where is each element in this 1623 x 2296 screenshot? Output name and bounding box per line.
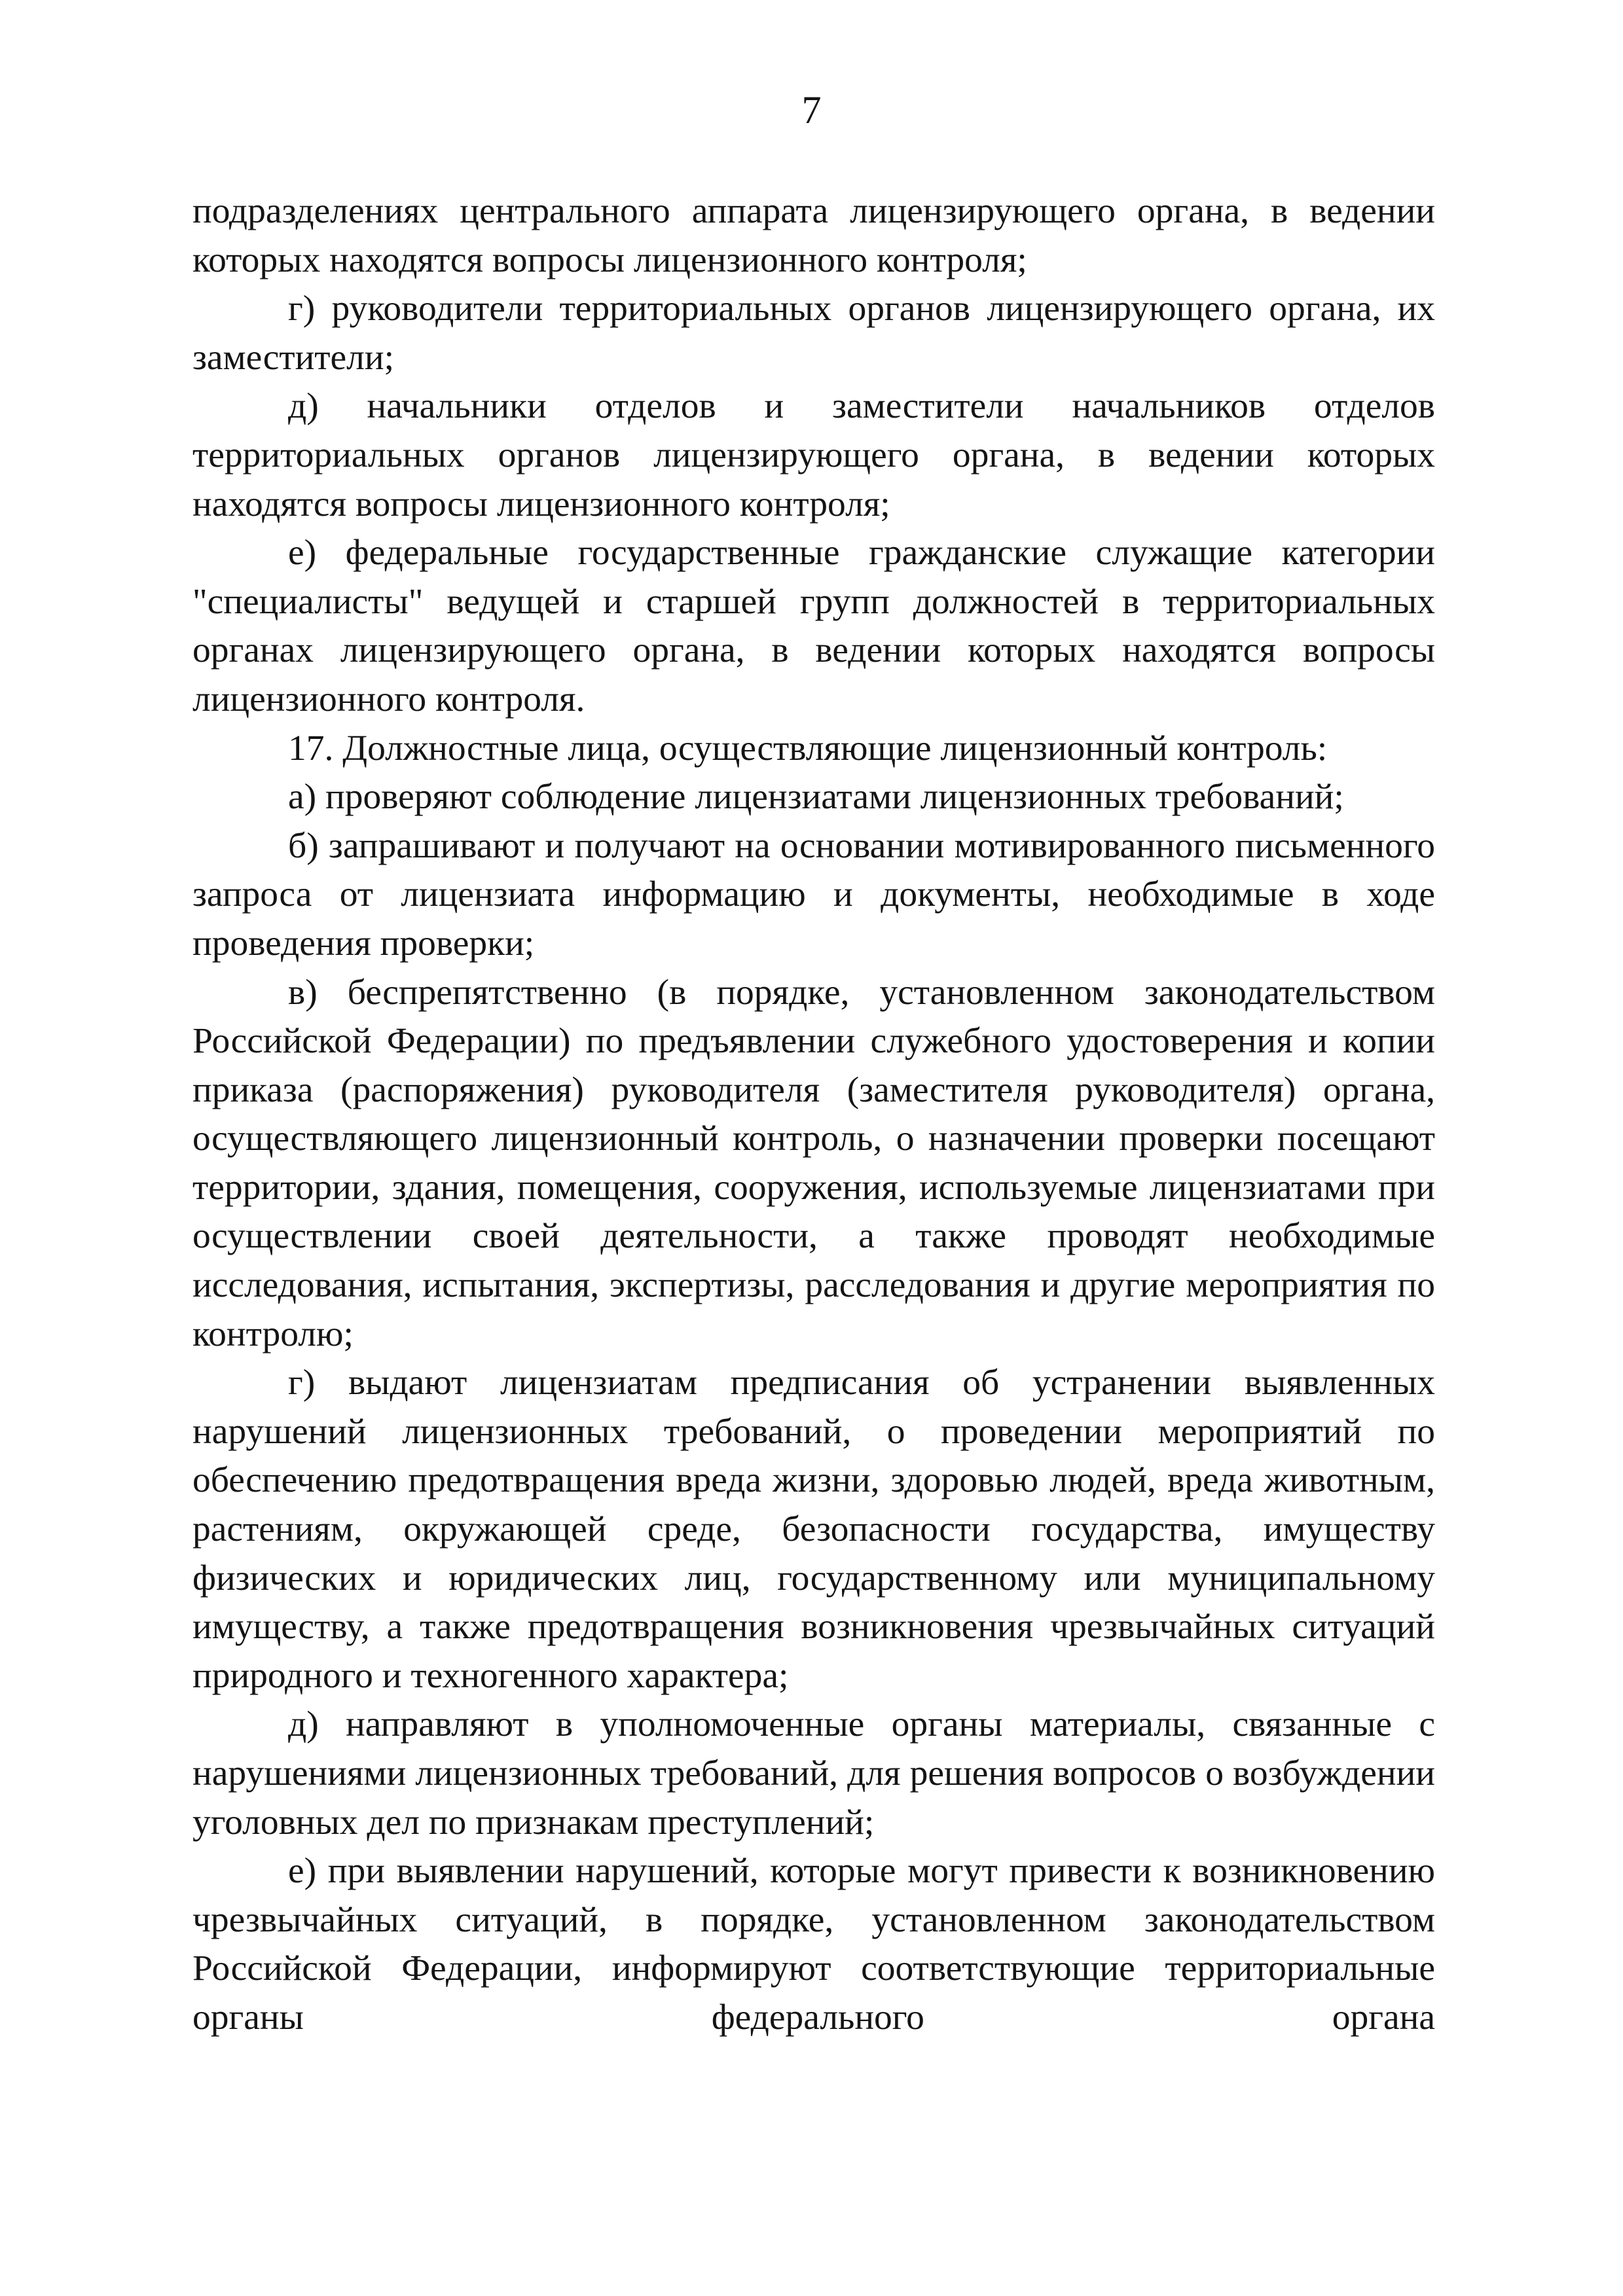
paragraph-item-v-visit: в) беспрепятственно (в порядке, установленном законодательством Российской Федерации) по предъявлении служебного удостоверения и копии приказа (распоряжения) руководителя (заместителя руководителя) органа, осуществляющего лицензионный контроль, о назначении проверки посещают территории, здания, помещения, сооружения, используемые лицензиатами при осуществлении своей деятельности, а также проводят необходимые исследования, испытания, экспертизы, расследования и другие мероприятия по контролю; xyxy=(192,972,1435,1354)
paragraph-item-g-orders: г) выдают лицензиатам предписания об устранении выявленных нарушений лицензионных требований, о проведении мероприятий по обеспечению предотвращения вреда жизни, здоровью людей, вреда животным, растениям, окружающей среде, безопасности государства, имуществу физических и юридических лиц, государственному или муниципальному имуществу, а также предотвращения возникновения чрезвычайных ситуаций природного и техногенного характера; xyxy=(192,1363,1435,1696)
paragraph-item-e-emergencies: е) при выявлении нарушений, которые могут привести к возникновению чрезвычайных ситуаций, в порядке, установленном законодательством Российской Федерации, информируют соответствующие территориальные органы федерального органа xyxy=(192,1851,1435,2037)
paragraph-item-e-civil-servants: е) федеральные государственные гражданские служащие категории "специалисты" ведущей и старшей групп должностей в территориальных органах лицензирующего органа, в ведении которых находятся вопросы лицензионного контроля. xyxy=(192,533,1435,719)
page-number: 7 xyxy=(801,88,822,132)
paragraph-item-g-heads: г) руководители территориальных органов лицензирующего органа, их заместители; xyxy=(192,289,1435,378)
document-body xyxy=(192,187,1435,2043)
paragraph-item-d-department-heads: д) начальники отделов и заместители начальников отделов территориальных органов лицензирующего органа, в ведении которых находятся вопросы лицензионного контроля; xyxy=(192,386,1435,524)
paragraph-item-a-verify: а) проверяют соблюдение лицензиатами лицензионных требований; xyxy=(288,777,1344,817)
paragraph-item-d-materials: д) направляют в уполномоченные органы материалы, связанные с нарушениями лицензионных требований, для решения вопросов о возбуждении уголовных дел по признакам преступлений; xyxy=(192,1704,1435,1842)
paragraph-section-17: 17. Должностные лица, осуществляющие лицензионный контроль: xyxy=(288,728,1328,768)
paragraph-continuation: подразделениях центрального аппарата лицензирующего органа, в ведении которых находятся вопросы лицензионного контроля; xyxy=(192,191,1435,280)
paragraph-item-b-request: б) запрашивают и получают на основании мотивированного письменного запроса от лицензиата информацию и документы, необходимые в ходе проведения проверки; xyxy=(192,825,1435,963)
